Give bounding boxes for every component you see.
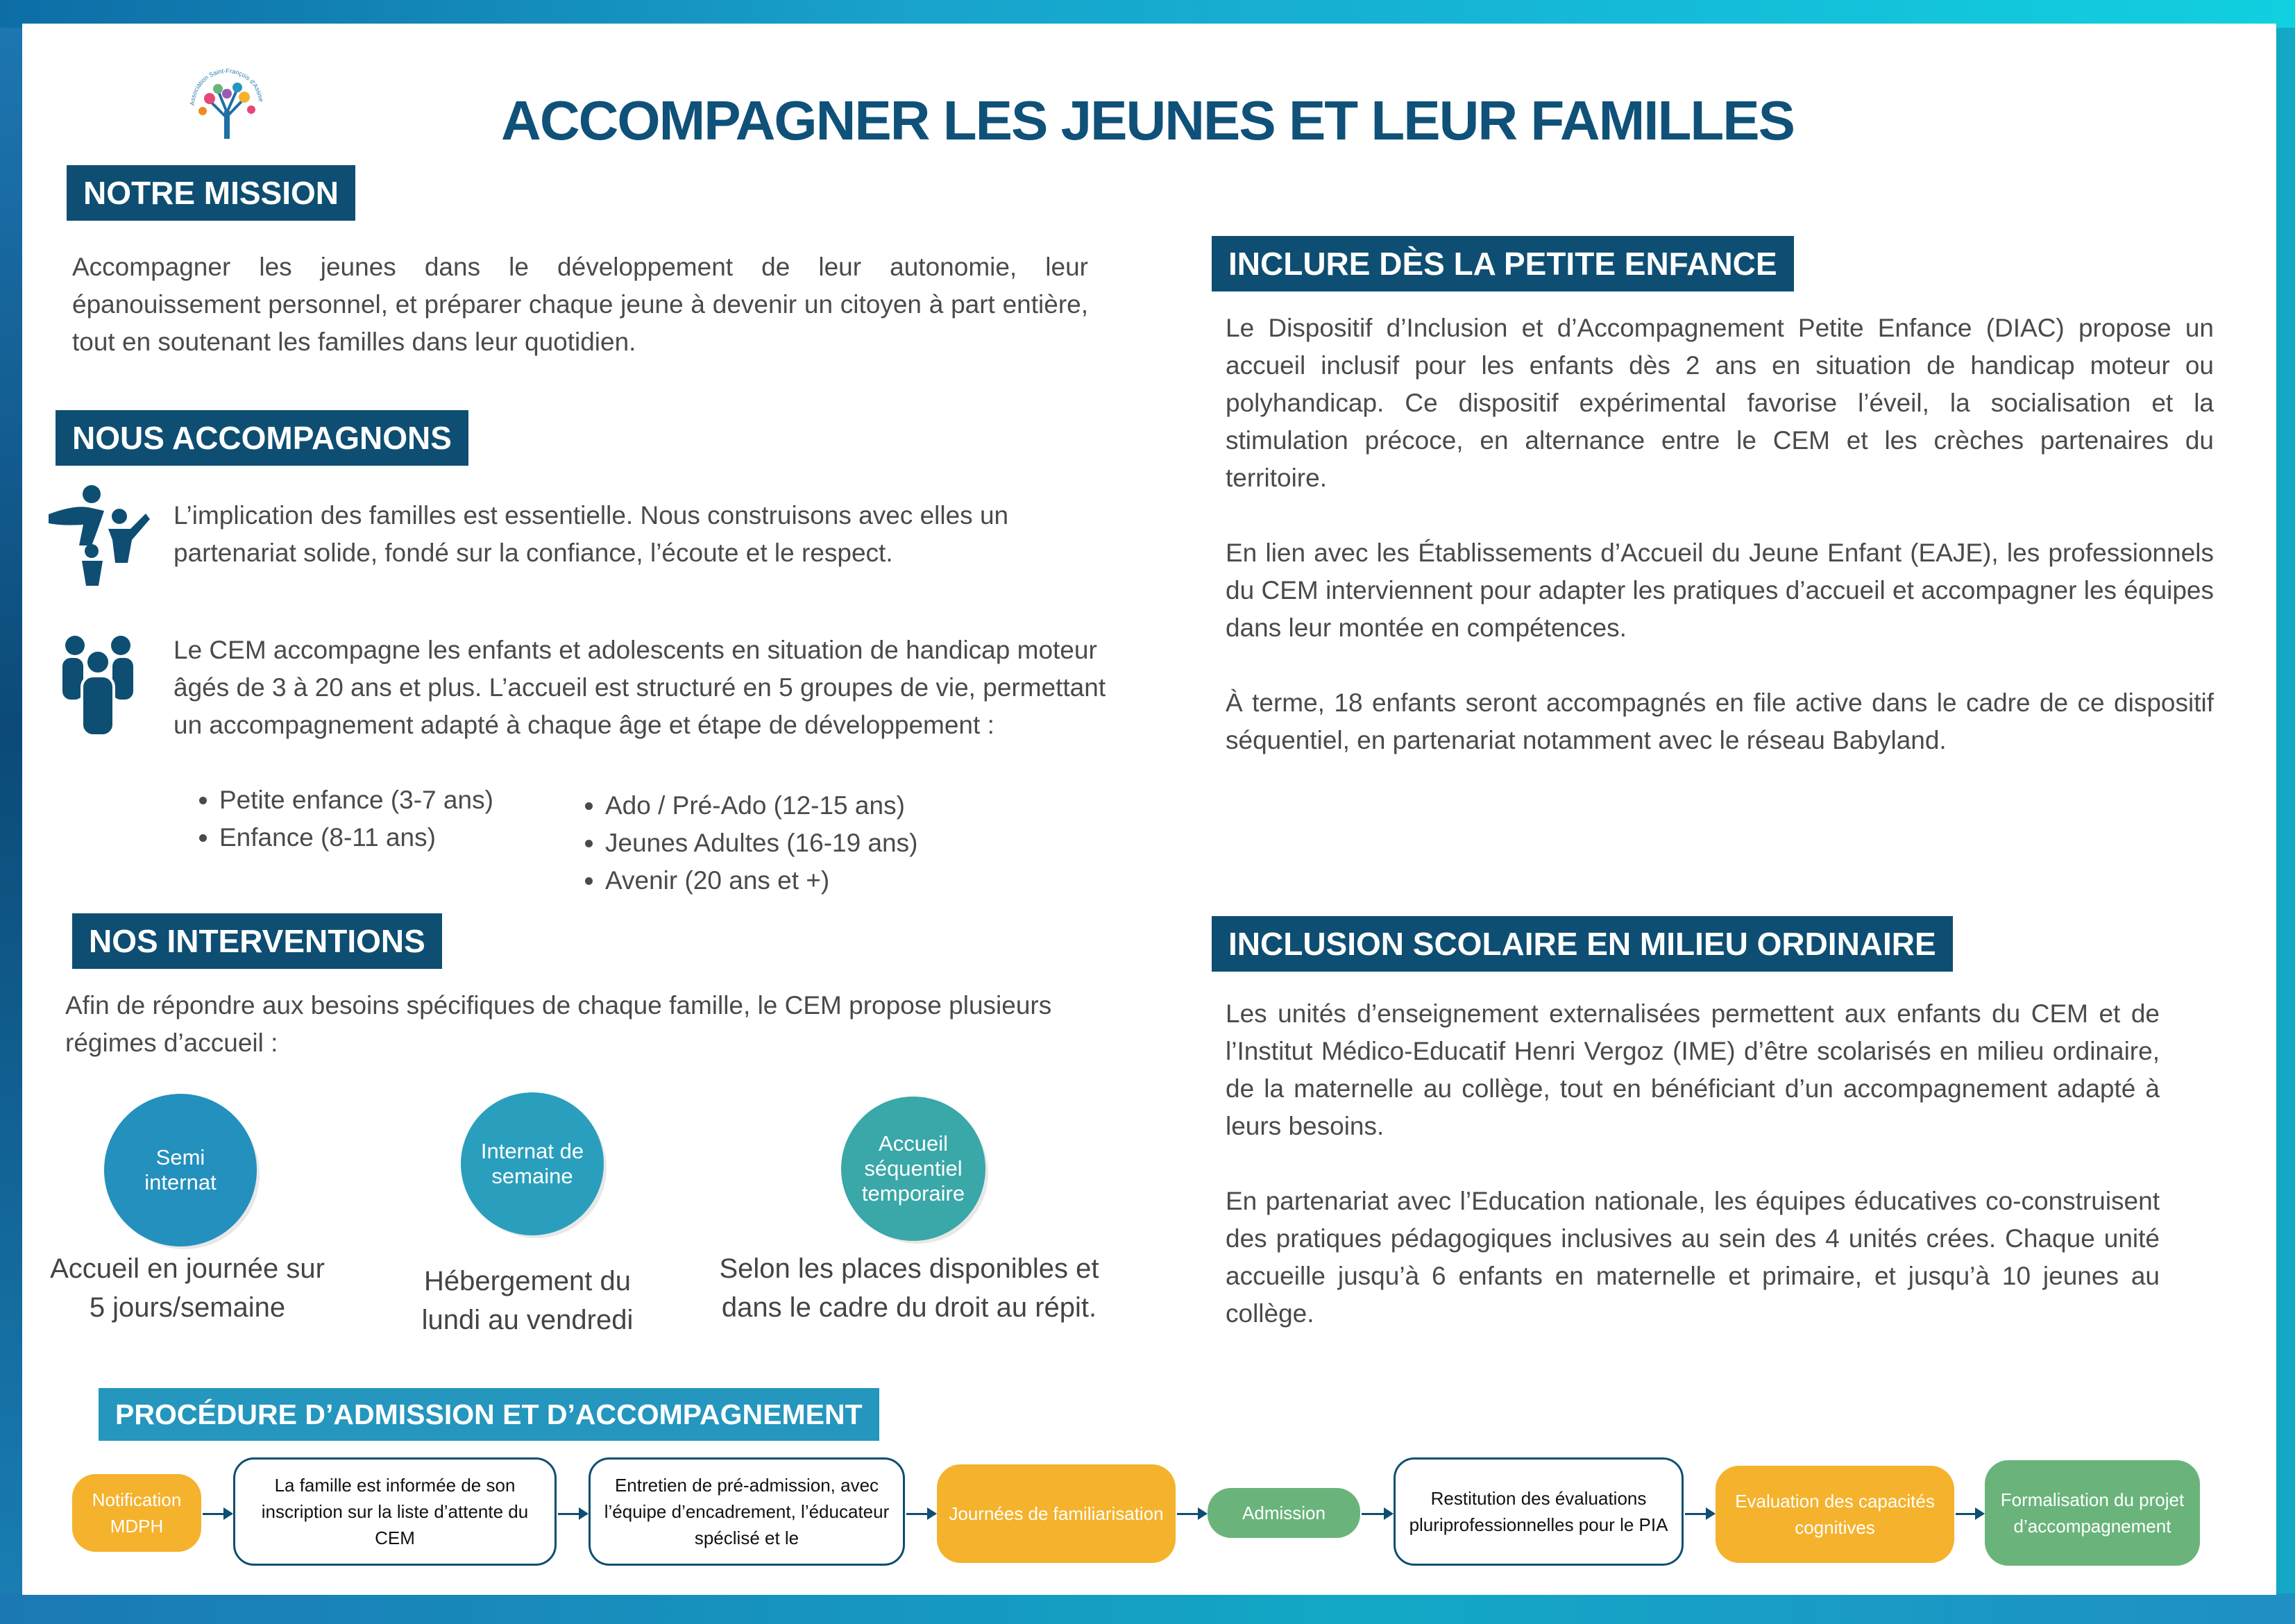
paragraph: À terme, 18 enfants seront accompagnés en file active dans le cadre de ce dispositif séquentiel, en partenariat notamment avec le réseau Babyland. [1226, 688, 2214, 754]
step-arrow [1177, 1513, 1206, 1515]
interventions-intro: Afin de répondre aux besoins spécifiques de chaque famille, le CEM propose plusieurs régimes d’accueil : [65, 991, 1052, 1057]
paragraph: En lien avec les Établissements d’Accueil du Jeune Enfant (EAJE), les professionnels du CEM interviennent pour adapter les pratiques d’accueil et accompagner les équipes dans leur montée en compétences. [1226, 539, 2214, 642]
regime-accueil-sequentiel: Accueil séquentiel temporaire [841, 1097, 985, 1241]
step-arrow [558, 1513, 587, 1515]
age-groups-right [575, 787, 917, 899]
family-icon [49, 483, 153, 587]
procedure-heading: PROCÉDURE D’ADMISSION ET D’ACCOMPAGNEMENT [99, 1388, 879, 1441]
list-item: • Petite enfance (3-7 ans) [219, 781, 493, 819]
step-formalisation-projet: Formalisation du projet d’accompagnement [1985, 1460, 2200, 1566]
list-item: • Ado / Pré-Ado (12-15 ans) [605, 787, 917, 824]
list-item: • Avenir (20 ans et +) [605, 862, 917, 899]
step-entretien-pre-admission: Entretien de pré-admission, avec l’équipe d’encadrement, l’éducateur spéclisé et le [588, 1457, 905, 1566]
group-people-icon [60, 633, 136, 737]
step-arrow [1956, 1513, 1983, 1515]
step-notification-mdph: Notification MDPH [72, 1474, 201, 1552]
step-admission: Admission [1208, 1488, 1360, 1538]
step-arrow [1685, 1513, 1714, 1515]
families-text: L’implication des familles est essentielle. Nous construisons avec elles un partenariat solide, fondé sur la confiance, l’écoute et le respect. [173, 501, 1009, 567]
petite-enfance-heading: INCLURE DÈS LA PETITE ENFANCE [1212, 236, 1794, 291]
regime-accueil-sequentiel-caption: Selon les places disponibles et dans le cadre du droit au répit. [719, 1253, 1099, 1323]
svg-text:Association Saint-François d'A: Association Saint-François d'Assise [188, 67, 265, 106]
regime-semi-internat: Semi internat [104, 1094, 257, 1246]
interventions-heading: NOS INTERVENTIONS [72, 913, 442, 969]
background-bottom-band [0, 1593, 2295, 1624]
cem-text: Le CEM accompagne les enfants et adolescents en situation de handicap moteur âgés de 3 à 20 ans et plus. L’accueil est structuré en 5 groupes de vie, permettant un accompagnement adapté à chaque âge et étape de développement : [173, 636, 1106, 739]
inclusion-scolaire-text [1226, 995, 2160, 1333]
regime-semi-internat-caption: Accueil en journée sur 5 jours/semaine [50, 1253, 325, 1323]
paragraph: En partenariat avec l’Education nationale, les équipes éducatives co-construisent des pratiques pédagogiques inclusives au sein des 4 unités crées. Chaque unité accueille jusqu’à 6 enfants en maternelle et primaire, et jusqu’à 10 jeunes au collège. [1226, 1187, 2160, 1328]
step-evaluation-capacites: Evaluation des capacités cognitives [1716, 1466, 1954, 1563]
accompagnons-heading: NOUS ACCOMPAGNONS [56, 410, 468, 466]
age-groups-left [189, 781, 493, 856]
mission-heading: NOTRE MISSION [67, 165, 355, 221]
step-arrow [906, 1513, 935, 1515]
list-item: • Enfance (8-11 ans) [219, 819, 493, 856]
list-item: • Jeunes Adultes (16-19 ans) [605, 824, 917, 862]
step-liste-attente: La famille est informée de son inscription sur la liste d’attente du CEM [233, 1457, 557, 1566]
step-journees-familiarisation: Journées de familiarisation [937, 1464, 1176, 1563]
step-arrow [203, 1513, 232, 1515]
inclusion-scolaire-heading: INCLUSION SCOLAIRE EN MILIEU ORDINAIRE [1212, 916, 1953, 972]
mission-text: Accompagner les jeunes dans le développement de leur autonomie, leur épanouissement personnel, et préparer chaque jeune à devenir un citoyen à part entière, tout en soutenant les familles dans leur quotidien. [72, 253, 1088, 356]
step-restitution-evaluations: Restitution des évaluations pluriprofessionnelles pour le PIA [1394, 1457, 1684, 1566]
regime-internat-semaine-caption: Hébergement du lundi au vendredi [421, 1266, 634, 1335]
step-arrow [1362, 1513, 1392, 1515]
petite-enfance-text [1226, 310, 2214, 759]
paragraph: Les unités d’enseignement externalisées permettent aux enfants du CEM et de l’Institut Médico-Educatif Henri Vergoz (IME) d’être scolarisés en milieu ordinaire, de la maternelle au collège, tout en bénéficiant d’un accompagnement adapté à leurs besoins. [1226, 999, 2160, 1140]
paragraph: Le Dispositif d’Inclusion et d’Accompagnement Petite Enfance (DIAC) propose un accueil inclusif pour les enfants dès 2 ans en situation de handicap moteur ou polyhandicap. Ce dispositif expérimental favorise l’éveil, la socialisation et la stimulation précoce, en alternance entre le CEM et les crèches partenaires du territoire. [1226, 314, 2214, 492]
page-title: ACCOMPAGNER LES JEUNES ET LEUR FAMILLES [501, 90, 1794, 151]
regime-internat-semaine: Internat de semaine [461, 1092, 604, 1235]
